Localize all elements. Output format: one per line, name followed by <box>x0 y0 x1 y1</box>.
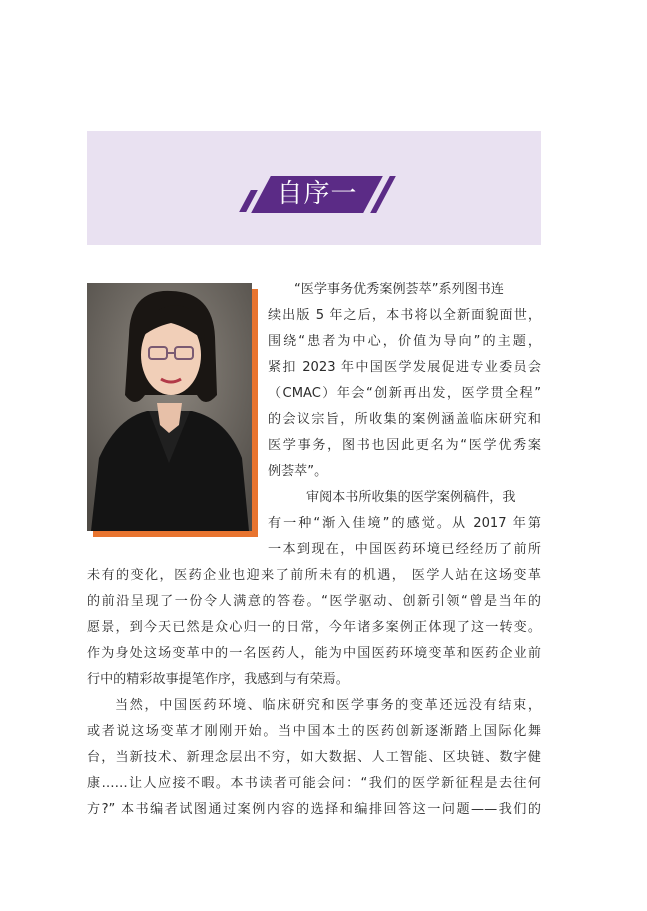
text-line: 有一种“渐入佳境”的感觉。从 2017 年第 <box>268 516 541 531</box>
text-line: 紧扣 2023 年中国医学发展促进专业委员会 <box>268 360 541 375</box>
text-line: 审阅本书所收集的医学案例稿件，我 <box>306 490 516 505</box>
text-line: 的前沿呈现了一份令人满意的答卷。“医学驱动、创新引领“曾是当年的 <box>87 594 541 609</box>
author-portrait-photo <box>87 283 252 531</box>
text-line: 方?” 本书编者试图通过案例内容的选择和编排回答这一问题——我们的 <box>87 802 541 817</box>
text-line: 的会议宗旨，所收集的案例涵盖临床研究和 <box>268 412 541 427</box>
text-line: 一本到现在，中国医药环境已经经历了前所 <box>268 542 541 557</box>
text-line: “医学事务优秀案例荟萃”系列图书连 <box>294 282 504 297</box>
text-line: 或者说这场变革才刚刚开始。当中国本土的医药创新逐渐踏上国际化舞 <box>87 724 541 739</box>
text-line: 未有的变化，医药企业也迎来了前所未有的机遇， 医学人站在这场变革 <box>87 568 541 583</box>
text-line: 例荟萃”。 <box>268 464 328 479</box>
text-line: （CMAC）年会“创新再出发，医学贯全程” <box>268 386 541 401</box>
text-line: 当然，中国医药环境、临床研究和医学事务的变革还远没有结束， <box>115 698 541 713</box>
text-line: 台，当新技术、新理念层出不穷，如大数据、人工智能、区块链、数字健 <box>87 750 541 765</box>
page-title: 自序一 <box>276 179 358 209</box>
portrait-photo-icon <box>87 283 252 531</box>
text-line: 围绕“患者为中心，价值为导向”的主题， <box>268 334 541 349</box>
text-line: 医学事务，图书也因此更名为“医学优秀案 <box>268 438 541 453</box>
title-badge <box>244 176 388 213</box>
text-line: 续出版 5 年之后，本书将以全新面貌面世， <box>268 308 541 323</box>
text-line: 愿景，到今天已然是众心归一的日常，今年诸多案例正体现了这一转变。 <box>87 620 541 635</box>
text-line: 行中的精彩故事提笔作序，我感到与有荣焉。 <box>87 672 349 687</box>
text-line: 作为身处这场变革中的一名医药人，能为中国医药环境变革和医药企业前 <box>87 646 541 661</box>
body-paragraph <box>87 563 541 823</box>
side-paragraph <box>268 277 541 563</box>
text-line: 康……让人应接不暇。本书读者可能会问：“我们的医学新征程是去往何 <box>87 776 541 791</box>
